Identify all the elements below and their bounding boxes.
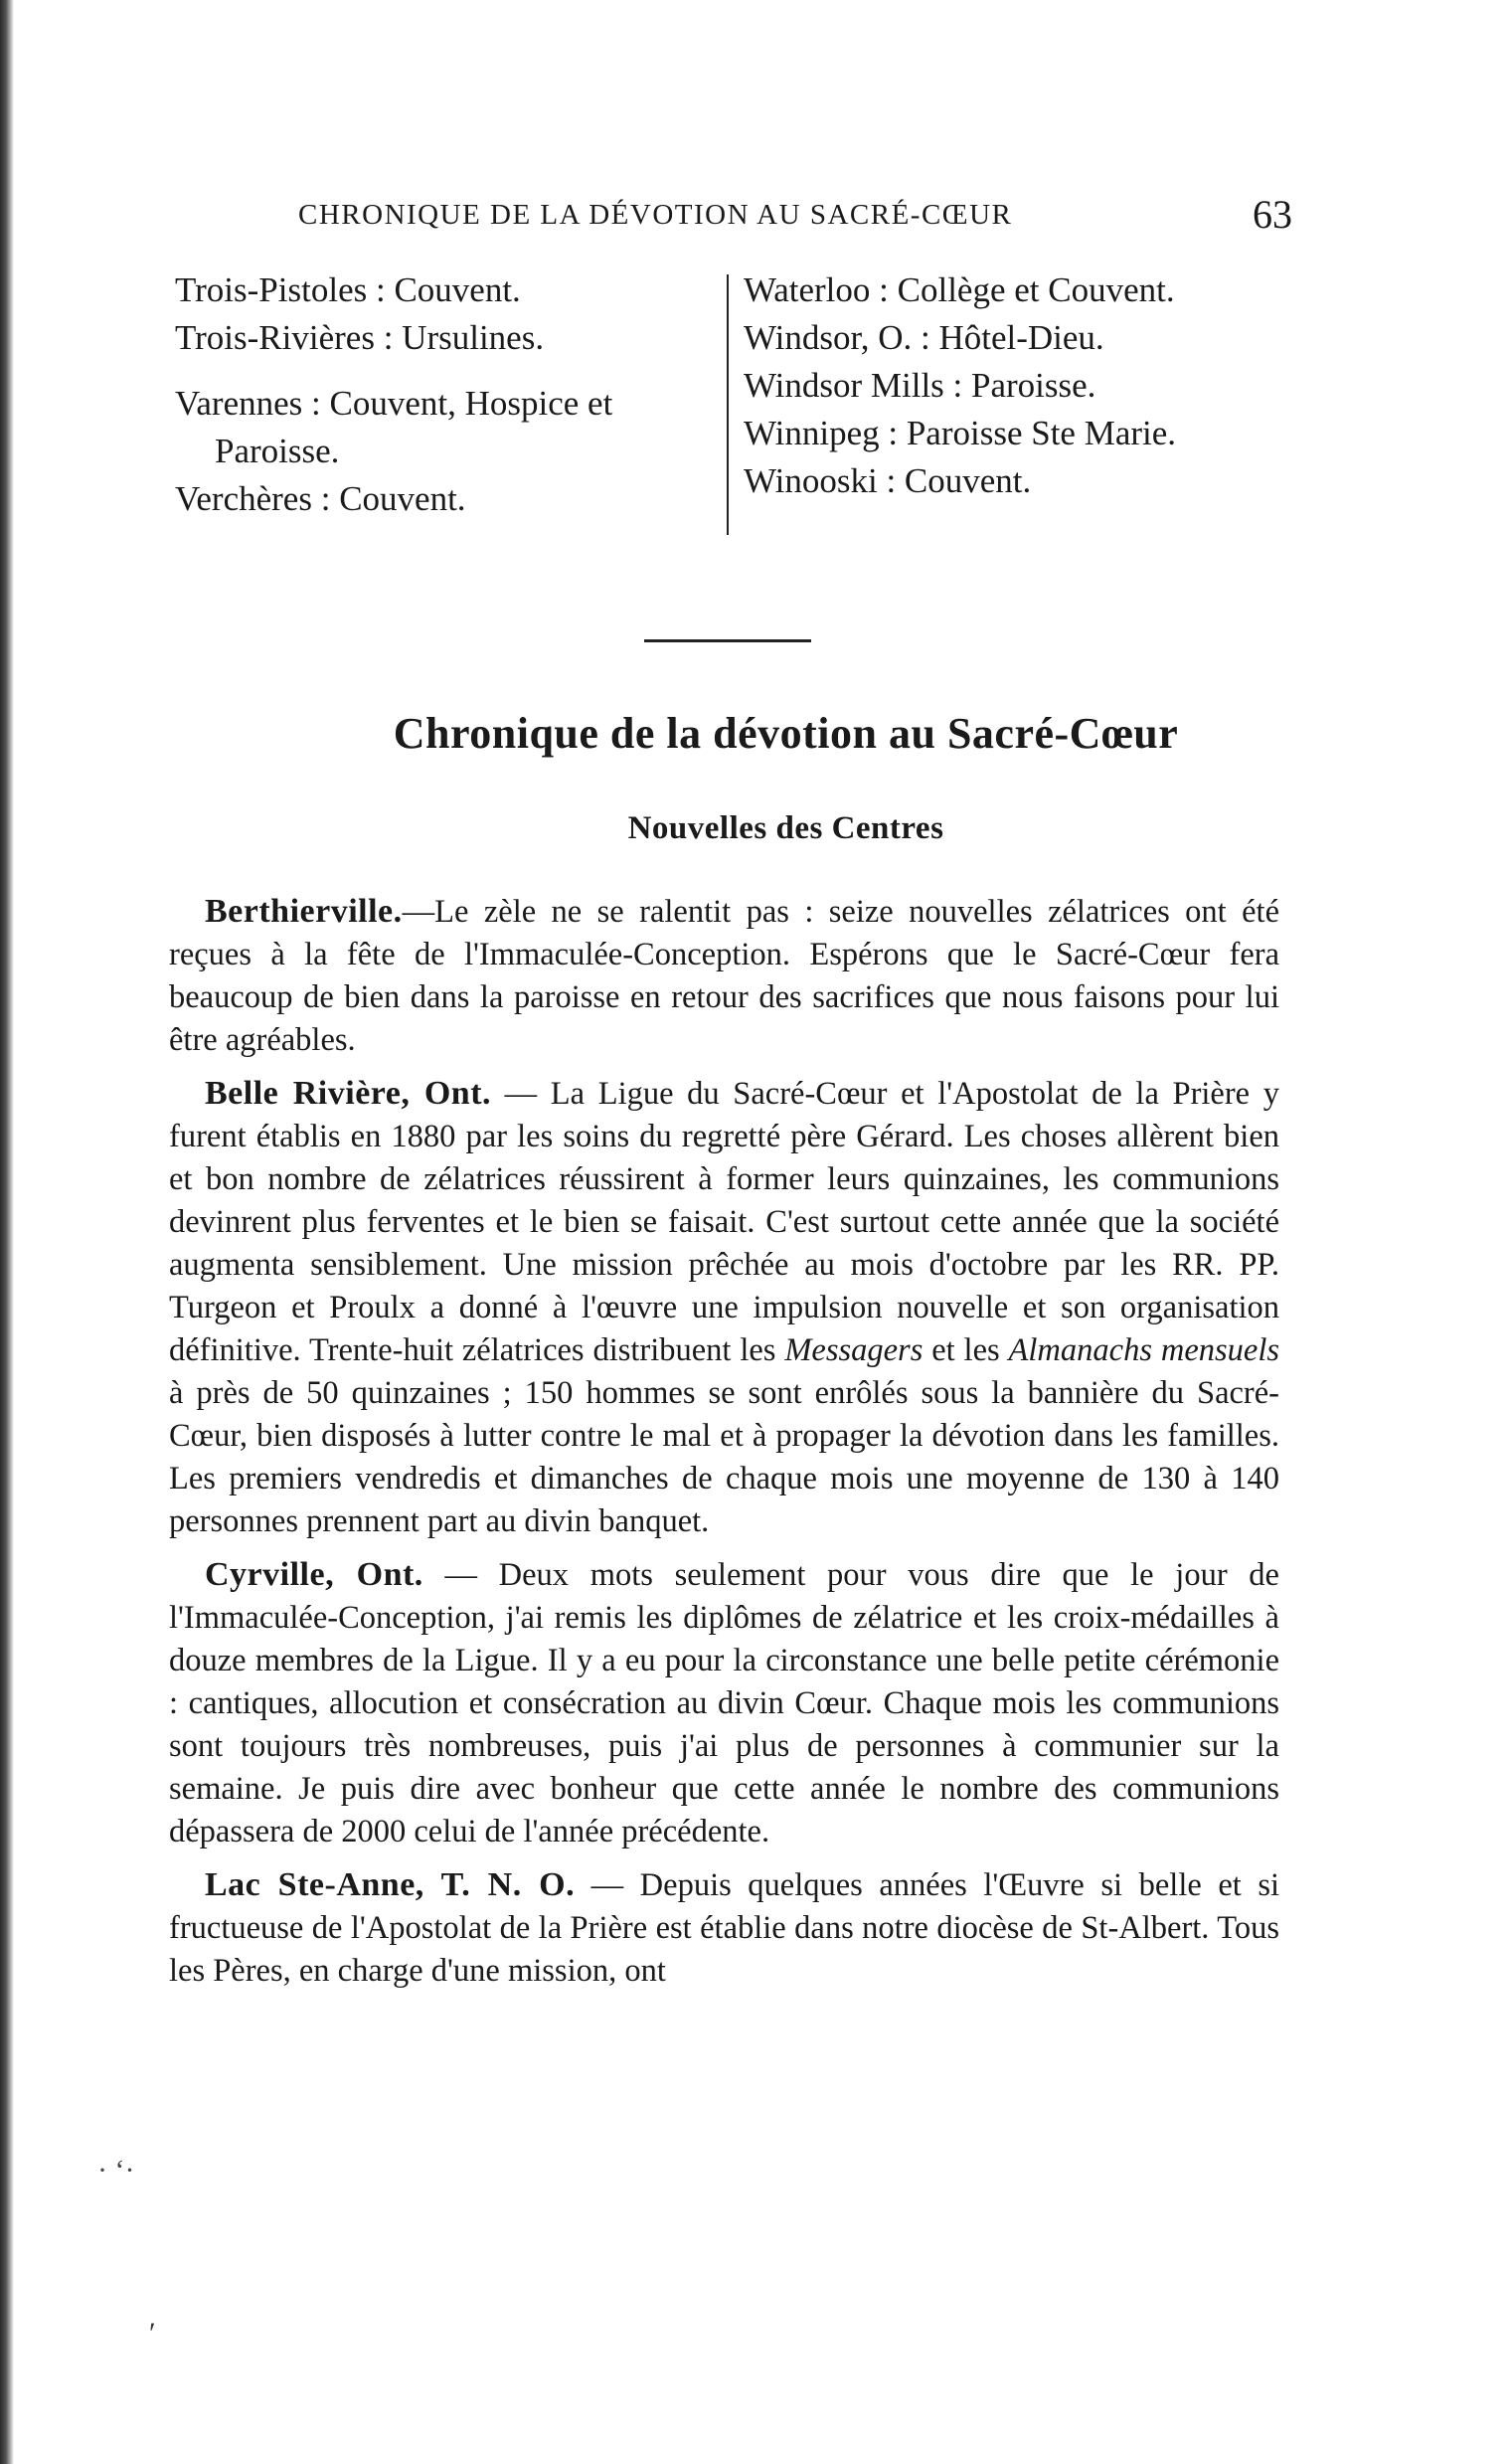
centre-entry: Windsor Mills : Paroisse. bbox=[744, 366, 1096, 405]
place-name: Cyrville, Ont. bbox=[205, 1556, 423, 1593]
column-divider bbox=[727, 274, 729, 535]
page-binding-edge bbox=[0, 0, 14, 2464]
centres-right-column bbox=[744, 266, 1292, 505]
centre-entry: Winnipeg : Paroisse Ste Marie. bbox=[744, 414, 1177, 452]
news-paragraph bbox=[169, 1863, 1279, 1993]
section-divider-rule bbox=[644, 639, 811, 642]
paragraph-text: à près de 50 quinzaines ; 150 hommes se sont enrôlés sous la bannière du Sacré-Cœur, bien disposés à lutter contre le mal et à propager la dévotion dans les familles. Les premiers vendredis et dimanches de chaque mois une moyenne de 130 à 140 personnes prennent part au divin banquet. bbox=[169, 1375, 1279, 1539]
page-number: 63 bbox=[1253, 192, 1292, 237]
centre-entry: Winooski : Couvent. bbox=[744, 461, 1032, 500]
paragraph-text: — Depuis quelques années l'Œuvre si belle et si fructueuse de l'Apostolat de la Prière est établie dans notre diocèse de St-Albert. Tous les Pères, en charge d'une mission, ont bbox=[169, 1867, 1279, 1989]
centre-entry: Trois-Rivières : Ursulines. bbox=[175, 318, 545, 357]
centre-entry: Verchères : Couvent. bbox=[175, 479, 466, 518]
centre-entry: Waterloo : Collège et Couvent. bbox=[744, 270, 1175, 309]
place-name: Lac Ste-Anne, T. N. O. bbox=[205, 1866, 576, 1903]
news-paragraph bbox=[169, 1553, 1279, 1853]
italic-title: Messagers bbox=[784, 1332, 924, 1368]
centre-entry: Varennes : Couvent, Hospice et Paroisse. bbox=[175, 384, 613, 470]
italic-title: Almanachs mensuels bbox=[1008, 1332, 1279, 1368]
stray-mark: ′ bbox=[149, 2317, 156, 2350]
paragraph-text: — Deux mots seulement pour vous dire que le jour de l'Immaculée-Conception, j'ai remis les diplômes de zélatrice et les croix-médailles à douze membres de la Ligue. Il y a eu pour la circonstance une belle petite cérémonie : cantiques, allocution et consécration au divin Cœur. Chaque mois les communions sont toujours très nombreuses, puis j'ai plus de personnes à communier sur la semaine. Je puis dire avec bonheur que cette année le nombre des communions dépassera de 2000 celui de l'année précédente. bbox=[169, 1557, 1279, 1849]
paragraph-text: —Le zèle ne se ralentit pas : seize nouvelles zélatrices ont été reçues à la fête de l'Immaculée-Conception. Espérons que le Sacré-Cœur fera beaucoup de bien dans la paroisse en retour des sacrifices que nous faisons pour lui être agréables. bbox=[169, 894, 1279, 1058]
news-paragraph bbox=[169, 1072, 1279, 1543]
running-title: CHRONIQUE DE LA DÉVOTION AU SACRÉ-CŒUR bbox=[298, 199, 1013, 231]
paragraph-text: — La Ligue du Sacré-Cœur et l'Apostolat de la Prière y furent établis en 1880 par les soins du regretté père Gérard. Les choses allèrent bien et bon nombre de zélatrices réussirent à former leurs quinzaines, les communions devinrent plus ferventes et le bien se faisait. C'est surtout cette année que la société augmenta sensiblement. Une mission prêchée au mois d'octobre par les RR. PP. Turgeon et Proulx a donné à l'œuvre une impulsion nouvelle et son organisation définitive. Trente-huit zélatrices distribuent les bbox=[169, 1076, 1279, 1368]
section-subtitle: Nouvelles des Centres bbox=[627, 810, 944, 846]
stray-mark: · ‘· bbox=[97, 2154, 135, 2187]
section-title: Chronique de la dévotion au Sacré-Cœur bbox=[393, 709, 1179, 758]
article-body bbox=[169, 890, 1279, 2003]
paragraph-text: et les bbox=[923, 1332, 1009, 1368]
centre-entry: Windsor, O. : Hôtel-Dieu. bbox=[744, 318, 1104, 357]
place-name: Belle Rivière, Ont. bbox=[205, 1075, 492, 1112]
place-name: Berthierville. bbox=[205, 893, 403, 930]
centre-entry: Trois-Pistoles : Couvent. bbox=[175, 270, 521, 309]
news-paragraph bbox=[169, 890, 1279, 1062]
centres-left-column bbox=[175, 266, 728, 523]
